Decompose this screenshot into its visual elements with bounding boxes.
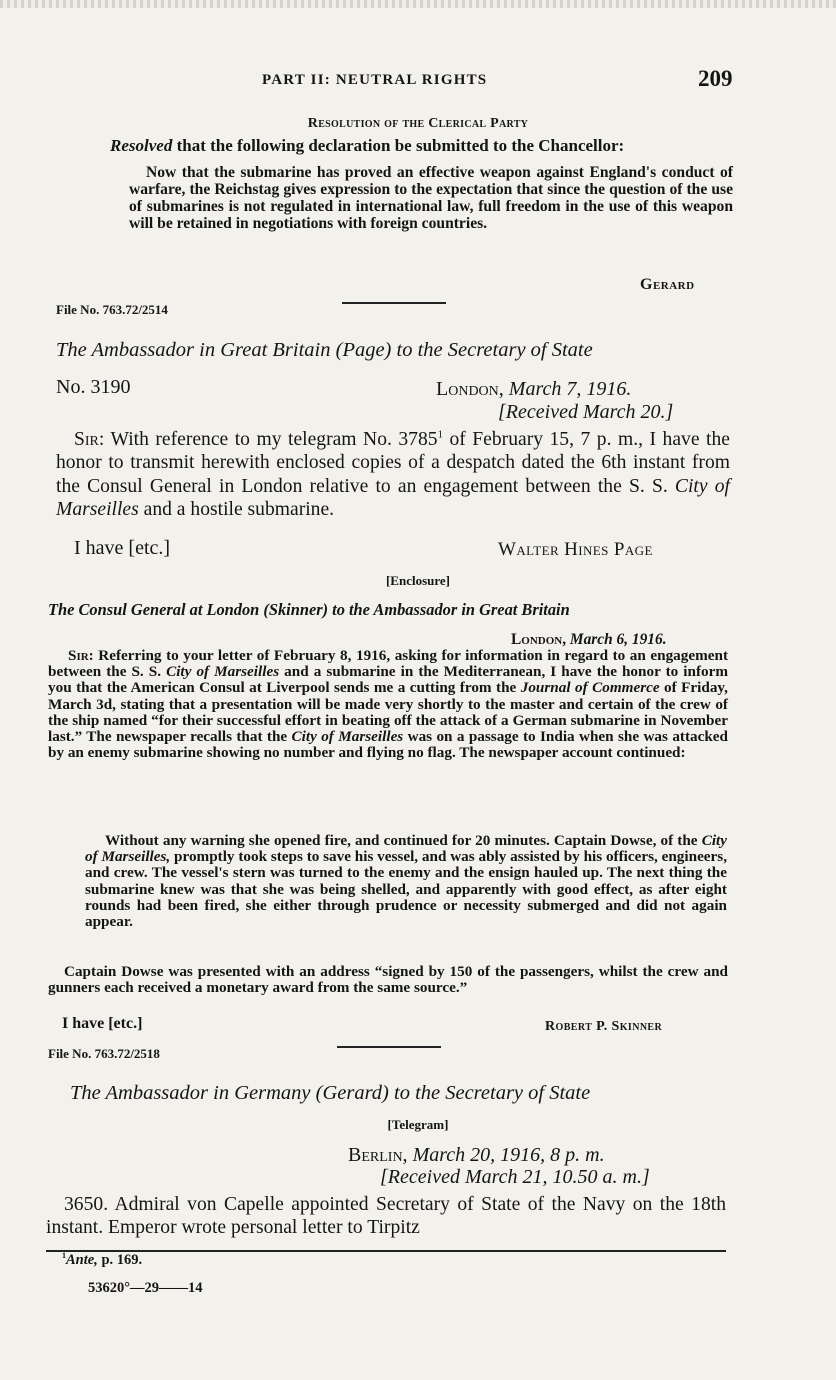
enclosure-body-a: Referring to your letter of February 8, 1916, asking for information in regard to an engagement between the S. S.	[48, 647, 728, 681]
doc1-title: The Ambassador in Great Britain (Page) to the Secretary of State	[56, 339, 593, 361]
enclosure-closing: I have [etc.]	[62, 1015, 143, 1032]
resolved-word: Resolved	[110, 136, 173, 155]
doc1-body-c: and a hostile submarine.	[138, 498, 335, 520]
doc1-body-a: With reference to my telegram No. 3785	[104, 429, 438, 450]
enclosure-body-b: and a submarine in the Mediterranean, I have the honor to inform you that the American Consul at Liverpool sends me a cutting from the	[48, 663, 728, 697]
enclosure-quote	[85, 833, 727, 930]
footnote-rule	[46, 1250, 726, 1252]
footnote-rest: p. 169.	[97, 1252, 143, 1268]
doc1-number: No. 3190	[56, 376, 131, 398]
doc1-signature: Walter Hines Page	[498, 539, 653, 560]
enclosure-salutation: Sir:	[68, 647, 94, 664]
doc1-body-b: of February 15, 7 p. m., I have the honor to transmit herewith enclosed copies of a despatch dated the 6th instant from the Consul General in London relative to an engagement between the S. S.	[56, 429, 730, 497]
doc2-label: [Telegram]	[387, 1117, 449, 1132]
enclosure-after-quote: Captain Dowse was presented with an address “signed by 150 of the passengers, whilst the crew and gunners each received a monetary award from the same source.”	[48, 963, 728, 997]
footnote-ante: Ante,	[65, 1252, 98, 1268]
enclosure-signature: Robert P. Skinner	[545, 1019, 663, 1034]
enclosure-place: London,	[511, 631, 567, 648]
file-number-2518: File No. 763.72/2518	[48, 1046, 160, 1061]
separator-rule-2	[337, 1046, 441, 1048]
separator-rule	[342, 302, 446, 304]
resolution-heading: Resolution of the Clerical Party	[307, 116, 529, 131]
doc1-salutation: Sir:	[74, 429, 105, 450]
footnote-ref: 1	[437, 428, 443, 441]
scan-edge-noise	[0, 0, 836, 8]
doc2-title: The Ambassador in Germany (Gerard) to the Secretary of State	[70, 1082, 591, 1104]
resolution-signature: Gerard	[640, 276, 695, 293]
running-title: PART II: NEUTRAL RIGHTS	[262, 72, 488, 88]
doc1-date: March 7, 1916.	[508, 378, 632, 400]
enclosure-label: [Enclosure]	[385, 573, 451, 588]
print-code: 53620°—29——14	[88, 1280, 203, 1296]
enclosure-quote-ship: City of Marseilles,	[85, 832, 727, 866]
resolution-text: Now that the submarine has proved an effective weapon against England's conduct of warfare, the Reichstag gives expression to the expectation that since the question of the use of submarines is not regulated in international law, full freedom in the use of this weapon will be retained in negotiations with foreign countries.	[129, 164, 733, 232]
page-number: 209	[698, 66, 733, 91]
doc2-dateline	[348, 1144, 605, 1167]
enclosure-ship-2: City of Marseilles	[291, 728, 404, 746]
doc1-dateline	[436, 378, 631, 401]
enclosure-quote-a: Without any warning she opened fire, and continued for 20 minutes. Captain Dowse, of the	[105, 832, 702, 849]
doc2-place: Berlin,	[348, 1144, 408, 1166]
doc1-body	[56, 428, 730, 521]
enclosure-journal: Journal of Commerce	[520, 679, 660, 697]
doc2-date: March 20, 1916, 8 p. m.	[412, 1144, 605, 1166]
doc1-ship: City of Marseilles	[56, 475, 730, 520]
enclosure-body-d: was on a passage to India when she was attacked by an enemy submarine showing no number and flying no flag. The newspaper account continued:	[48, 728, 728, 762]
enclosure-date: March 6, 1916.	[569, 631, 667, 648]
footnote	[62, 1252, 142, 1269]
enclosure-ship-1: City of Marseilles	[166, 663, 280, 681]
file-number-2514: File No. 763.72/2514	[56, 302, 168, 317]
enclosure-body-c: of Friday, March 3d, stating that a presentation will be made very shortly to the master and certain of the crew of the ship named “for their successful effort in beating off the attack of a German submarine in November last.” The newspaper recalls that the	[48, 679, 728, 746]
enclosure-body	[48, 648, 728, 761]
doc2-received: [Received March 21, 10.50 a. m.]	[380, 1166, 650, 1188]
doc1-closing: I have [etc.]	[74, 537, 171, 559]
doc2-body: 3650. Admiral von Capelle appointed Secretary of State of the Navy on the 18th instant. Emperor wrote personal letter to Tirpitz	[46, 1194, 726, 1239]
resolved-rest: that the following declaration be submitted to the Chancellor:	[172, 136, 625, 155]
running-header	[0, 66, 836, 94]
enclosure-title: The Consul General at London (Skinner) to the Ambassador in Great Britain	[48, 600, 570, 619]
doc1-received: [Received March 20.]	[498, 401, 674, 423]
resolved-line	[110, 136, 740, 156]
doc1-place: London,	[436, 378, 504, 400]
enclosure-quote-b: promptly took steps to save his vessel, and was ably assisted by his officers, engineers, and crew. The vessel's stern was turned to the enemy and the ensign hauled up. The next thing the submarine knew was that she was being shelled, and apparently with good effect, as after eight rounds had been fired, she either through prudence or necessity submerged and did not again appear.	[85, 848, 728, 931]
footnote-mark: 1	[62, 1251, 66, 1261]
